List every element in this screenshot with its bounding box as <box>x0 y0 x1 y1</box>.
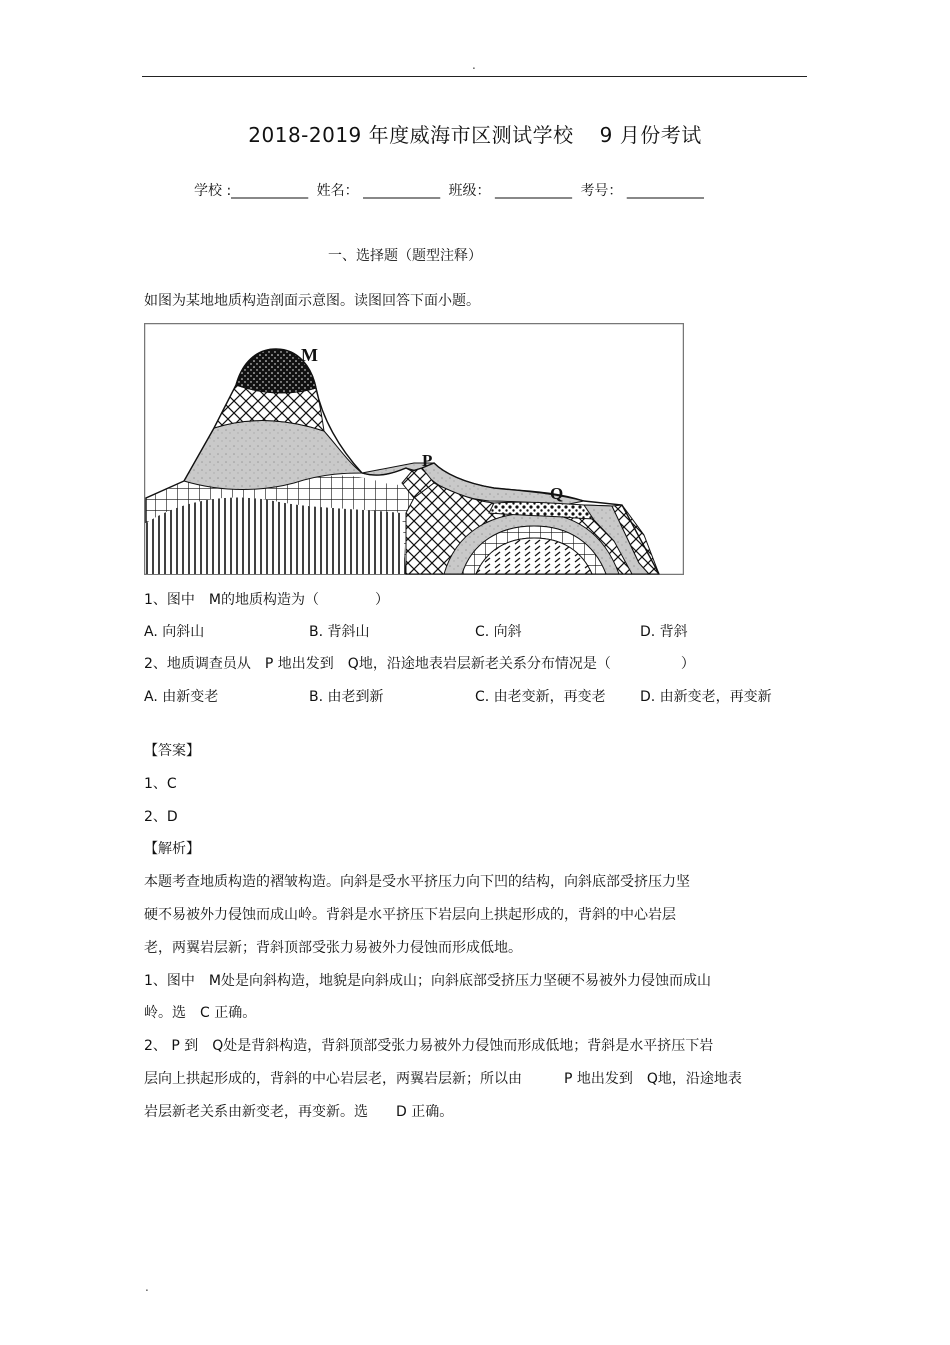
label-p: P <box>422 451 433 470</box>
school-field[interactable]: 学校 :___________ <box>194 183 309 199</box>
q1-option-a[interactable]: A. 向斜山 <box>144 624 205 640</box>
q2-option-b[interactable]: B. 由老到新 <box>309 689 384 705</box>
footer-dot: . <box>145 1280 149 1294</box>
question-2-stem: 2、地质调查员从 P 地出发到 Q地，沿途地表岩层新老关系分布情况是（ ） <box>144 656 695 672</box>
section-heading: 一、选择题（题型注释） <box>328 248 482 264</box>
question-1-stem: 1、图中 M的地质构造为（ ） <box>144 592 389 608</box>
geology-cross-section-figure <box>144 323 684 575</box>
analysis-line-2: 硬不易被外力侵蚀而成山岭。背斜是水平挤压下岩层向上拱起形成的，背斜的中心岩层 <box>144 907 676 923</box>
name-field[interactable]: 姓名： ___________ <box>316 183 441 199</box>
analysis-line-1: 本题考查地质构造的褶皱构造。向斜是受水平挤压力向下凹的结构，向斜底部受挤压力坚 <box>144 874 690 890</box>
answer-item-2: 2、D <box>144 809 178 825</box>
student-info-row <box>194 180 708 200</box>
analysis-heading: 【解析】 <box>144 841 200 857</box>
q1-option-c[interactable]: C. 向斜 <box>475 624 522 640</box>
q2-option-c[interactable]: C. 由老变新，再变老 <box>475 689 606 705</box>
q1-option-b[interactable]: B. 背斜山 <box>309 624 370 640</box>
intro-text: 如图为某地地质构造剖面示意图。读图回答下面小题。 <box>144 293 480 309</box>
label-q: Q <box>550 484 564 503</box>
answer-heading: 【答案】 <box>144 743 200 759</box>
q1-option-d[interactable]: D. 背斜 <box>640 624 688 640</box>
header-rule <box>142 76 807 77</box>
title-part-2: 9 月份考试 <box>599 123 702 147</box>
analysis-line-5: 岭。选 C 正确。 <box>144 1005 257 1021</box>
analysis-line-7: 层向上拱起形成的，背斜的中心岩层老，两翼岩层新；所以由 P 地出发到 Q地，沿途地表 <box>144 1071 742 1087</box>
class-field[interactable]: 班级： ___________ <box>448 183 572 199</box>
analysis-line-8: 岩层新老关系由新变老，再变新。选 D 正确。 <box>144 1104 454 1120</box>
analysis-line-4: 1、图中 M处是向斜构造，地貌是向斜成山；向斜底部受挤压力坚硬不易被外力侵蚀而成山 <box>144 973 711 989</box>
q2-option-a[interactable]: A. 由新变老 <box>144 689 219 705</box>
label-m: M <box>301 345 318 365</box>
answer-item-1: 1、C <box>144 776 177 792</box>
title-part-1: 2018-2019 年度威海市区测试学校 <box>248 123 574 147</box>
page-title <box>0 119 950 148</box>
q2-option-d[interactable]: D. 由新变老，再变新 <box>640 689 772 705</box>
number-field[interactable]: 考号： ___________ <box>580 183 704 199</box>
header-dot: . <box>472 58 476 72</box>
analysis-line-6: 2、 P 到 Q处是背斜构造，背斜顶部受张力易被外力侵蚀而形成低地；背斜是水平挤压下岩 <box>144 1038 714 1054</box>
analysis-line-3: 老，两翼岩层新；背斜顶部受张力易被外力侵蚀而形成低地。 <box>144 940 522 956</box>
